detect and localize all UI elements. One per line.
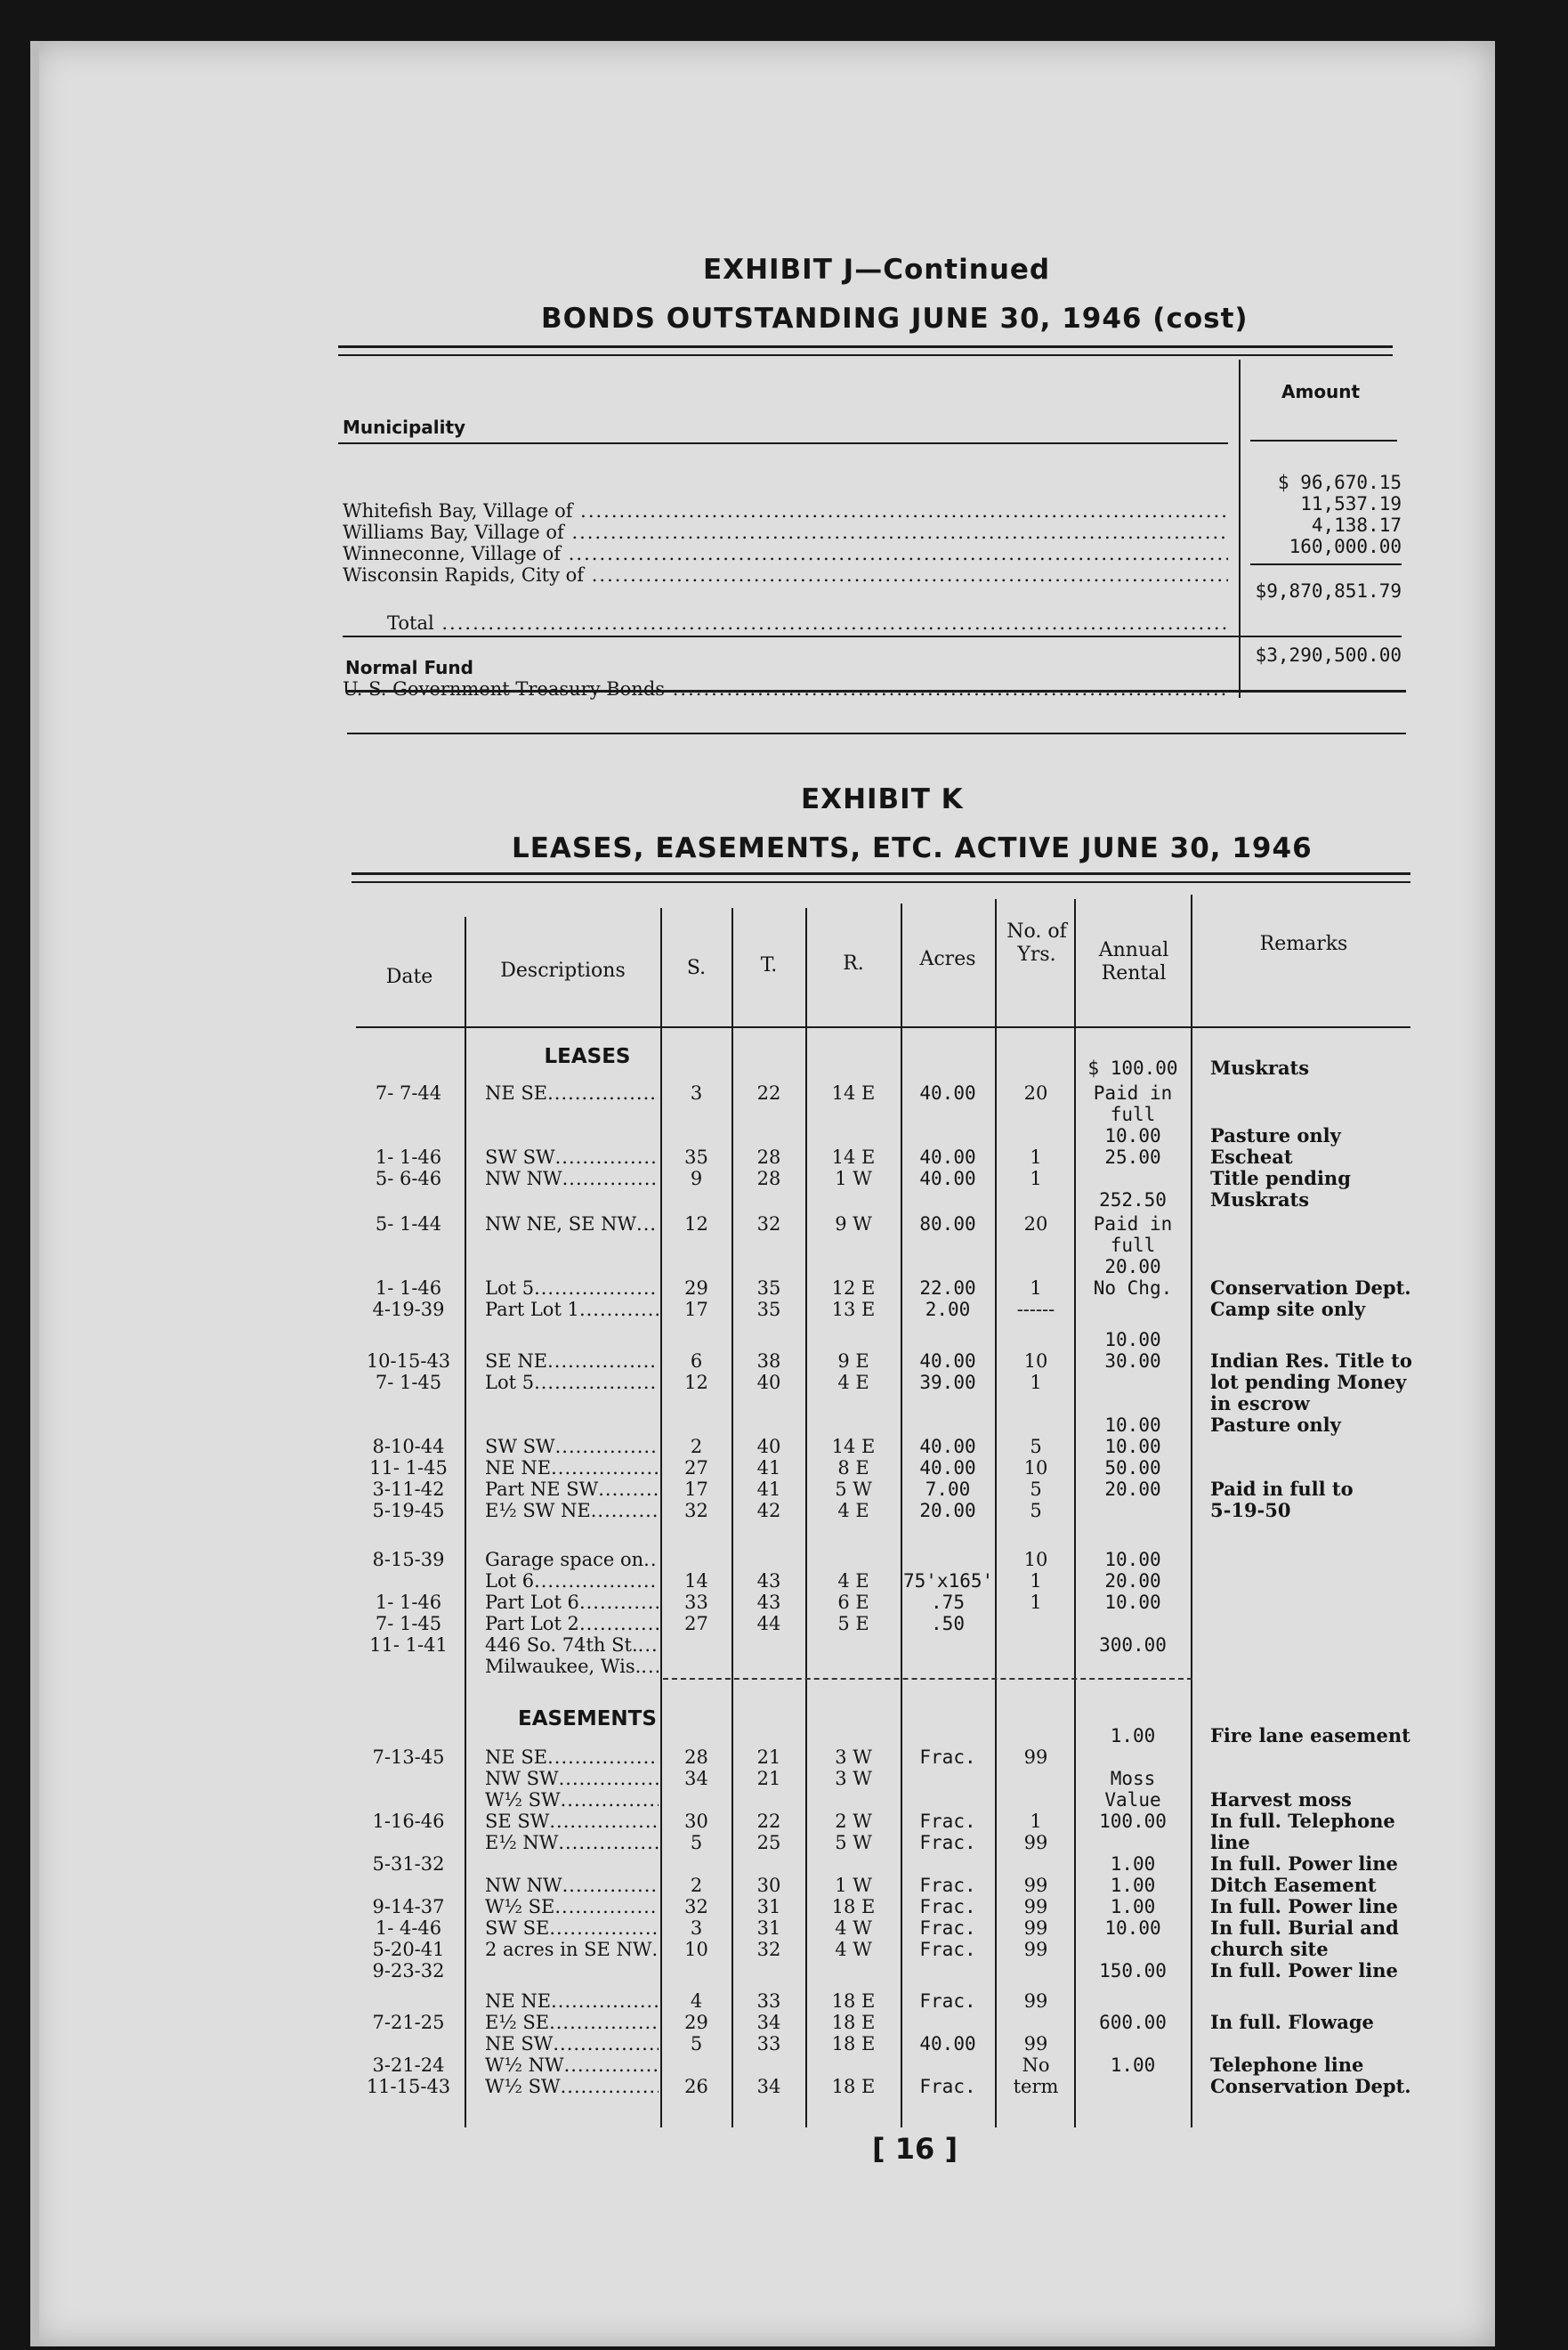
cell-s: 2 (690, 1875, 703, 1896)
cell-r: 9 E (837, 1350, 869, 1372)
cell-s: 32 (684, 1500, 708, 1521)
cell-desc: Lot 5 ..... (485, 1372, 659, 1393)
cell-s: 32 (684, 1896, 708, 1917)
bond-row-amount: 4,138.17 (1311, 515, 1402, 536)
header-acres: Acres (919, 948, 976, 970)
cell-yrs: 99 (1023, 1875, 1048, 1896)
cell-desc: Part NE SW ..... (485, 1479, 659, 1500)
cell-r: 4 W (835, 1917, 872, 1939)
treasury-bonds-label: U. S. Government Treasury Bonds ..... (343, 678, 1228, 700)
bonds-top-rule-1 (338, 345, 1393, 348)
cell-r: 14 E (831, 1436, 876, 1457)
treasury-bonds-amount: $3,290,500.00 (1255, 644, 1402, 666)
bonds-total-label: Total ..... (387, 612, 1228, 634)
cell-r: 3 W (835, 1746, 872, 1768)
cell-rental: full (1110, 1235, 1156, 1256)
cell-yrs: 99 (1023, 1832, 1048, 1853)
cell-t: 34 (756, 2076, 781, 2097)
cell-s: 4 (690, 1990, 703, 2012)
bond-row-name: Williams Bay, Village of ..... (343, 522, 1228, 543)
cell-r: 4 E (837, 1500, 869, 1521)
cell-remark: line (1210, 1831, 1250, 1853)
header-rental: Annual Rental (1098, 939, 1169, 985)
cell-desc: Part Lot 6 ..... (485, 1592, 659, 1613)
cell-acres: Frac. (919, 2076, 976, 2097)
cell-s: 10 (684, 1939, 708, 1960)
cell-yrs: 1 (1030, 1372, 1042, 1393)
bond-row-amount: $ 96,670.15 (1277, 472, 1402, 493)
cell-desc: SE NE ..... (485, 1350, 659, 1372)
cell-rental: Paid in (1093, 1213, 1173, 1235)
cell-acres: 80.00 (919, 1213, 976, 1235)
cell-desc: SW SE ..... (485, 1917, 659, 1939)
cell-rental: 10.00 (1104, 1414, 1161, 1436)
cell-acres: Frac. (919, 1990, 976, 2012)
cell-date: 7-13-45 (372, 1746, 445, 1768)
cell-rental: 1.00 (1110, 1875, 1156, 1896)
cell-s: 27 (684, 1457, 708, 1479)
cell-acres: 40.00 (919, 1147, 976, 1168)
bonds-top-rule-2 (338, 354, 1393, 356)
cell-yrs: term (1013, 2076, 1059, 2097)
cell-remark: Muskrats (1210, 1188, 1310, 1211)
cell-remark: Telephone line (1210, 2054, 1364, 2076)
bond-row-name: Whitefish Bay, Village of ..... (343, 500, 1228, 522)
cell-t: 34 (756, 2012, 781, 2033)
cell-acres: Frac. (919, 1811, 976, 1832)
cell-rental: 10.00 (1104, 1592, 1161, 1613)
cell-yrs: 10 (1023, 1350, 1048, 1372)
cell-yrs: 1 (1030, 1168, 1042, 1189)
cell-desc: W½ NW ..... (485, 2054, 659, 2076)
cell-rental: 600.00 (1099, 2012, 1167, 2033)
cell-s: 9 (690, 1168, 703, 1189)
cell-date: 5- 1-44 (375, 1213, 442, 1235)
cell-r: 4 E (837, 1372, 869, 1393)
header-descriptions: Descriptions (500, 960, 626, 982)
cell-acres: 20.00 (919, 1500, 976, 1521)
cell-t: 40 (756, 1372, 781, 1393)
col-divider (465, 917, 466, 2127)
cell-date: 7- 1-45 (375, 1372, 442, 1393)
cell-date: 1- 4-46 (375, 1917, 442, 1939)
cell-date: 3-11-42 (372, 1479, 445, 1500)
cell-desc: W½ SE ..... (485, 1896, 659, 1917)
cell-yrs: 99 (1023, 1917, 1048, 1939)
cell-s: 29 (684, 2012, 708, 2033)
bonds-subtotal-rule (1250, 563, 1402, 565)
cell-rental: 252.50 (1099, 1189, 1167, 1211)
cell-s: 5 (690, 2033, 703, 2054)
cell-r: 5 W (835, 1479, 872, 1500)
col-divider (1074, 899, 1076, 2127)
leases-end-dashed-rule (663, 1678, 1192, 1680)
cell-rental: Moss (1110, 1768, 1156, 1789)
cell-r: 18 E (831, 1990, 876, 2012)
cell-acres: 2.00 (925, 1299, 971, 1320)
cell-desc: SW SW ..... (485, 1436, 659, 1457)
cell-date: 11-15-43 (366, 2076, 451, 2097)
cell-rental: full (1110, 1104, 1156, 1125)
cell-rental: 10.00 (1104, 1125, 1161, 1147)
cell-r: 9 W (835, 1213, 872, 1235)
cell-date: 9-14-37 (372, 1896, 445, 1917)
cell-s: 28 (684, 1746, 708, 1768)
cell-desc: E½ SE ..... (485, 2012, 659, 2033)
cell-acres: Frac. (919, 1746, 976, 1768)
cell-t: 31 (756, 1896, 781, 1917)
col-divider (1191, 895, 1192, 2127)
cell-t: 35 (756, 1277, 781, 1299)
cell-remark: In full. Power line (1210, 1959, 1398, 1981)
cell-desc: NE SW ..... (485, 2033, 659, 2054)
cell-desc: Milwaukee, Wis. ..... (485, 1656, 659, 1677)
cell-yrs: 5 (1030, 1500, 1042, 1521)
cell-remark: Paid in full to (1210, 1478, 1354, 1500)
leases-header-rule (356, 1026, 1410, 1028)
cell-rental: 10.00 (1104, 1549, 1161, 1570)
cell-date: 1- 1-46 (375, 1592, 442, 1613)
cell-yrs: 1 (1030, 1592, 1042, 1613)
bond-row-amount: 11,537.19 (1300, 493, 1402, 515)
cell-s: 2 (690, 1436, 703, 1457)
cell-date: 4-19-39 (372, 1299, 445, 1320)
cell-t: 22 (756, 1082, 781, 1104)
cell-r: 18 E (831, 2033, 876, 2054)
cell-t: 31 (756, 1917, 781, 1939)
cell-rental: 20.00 (1104, 1479, 1161, 1500)
leases-top-rule-1 (352, 872, 1410, 875)
cell-remark: church site (1210, 1938, 1329, 1960)
exhibit-k-title: EXHIBIT K (801, 783, 964, 815)
bonds-total-amount: $9,870,851.79 (1255, 580, 1402, 602)
cell-rental: 300.00 (1099, 1634, 1167, 1656)
cell-rental: $ 100.00 (1087, 1058, 1178, 1079)
cell-rental: 10.00 (1104, 1436, 1161, 1457)
cell-desc: NW NW ..... (485, 1875, 659, 1896)
cell-remark: Camp site only (1210, 1298, 1366, 1320)
cell-acres: Frac. (919, 1875, 976, 1896)
cell-remark: 5-19-50 (1210, 1499, 1291, 1521)
cell-desc: E½ SW NE ..... (485, 1500, 659, 1521)
cell-yrs: No (1022, 2054, 1050, 2076)
cell-desc: NE NE ..... (485, 1457, 659, 1479)
leases-section-label: LEASES (544, 1045, 631, 1068)
cell-desc: W½ SW ..... (485, 1789, 659, 1811)
cell-acres: Frac. (919, 1917, 976, 1939)
cell-date: 8-15-39 (372, 1549, 445, 1570)
cell-r: 13 E (831, 1299, 876, 1320)
cell-remark: Conservation Dept. (1210, 1276, 1411, 1299)
bond-row-amount: 160,000.00 (1289, 536, 1402, 557)
cell-desc: NE SE ..... (485, 1746, 659, 1768)
cell-desc: NW NW ..... (485, 1168, 659, 1189)
cell-acres: 22.00 (919, 1277, 976, 1299)
cell-remark: Harvest moss (1210, 1788, 1352, 1811)
bonds-total-rule (343, 636, 1402, 637)
bonds-bottom-rule (347, 690, 1406, 693)
cell-yrs: 5 (1030, 1436, 1042, 1457)
cell-yrs: ------ (1016, 1299, 1055, 1320)
cell-t: 25 (756, 1832, 781, 1853)
cell-rental: 50.00 (1104, 1457, 1161, 1479)
cell-yrs: 10 (1023, 1457, 1048, 1479)
cell-acres: 75'x165' (903, 1570, 994, 1592)
cell-r: 18 E (831, 2012, 876, 2033)
cell-acres: 40.00 (919, 1350, 976, 1372)
header-years: No. of Yrs. (1006, 920, 1067, 966)
bonds-end-rule (347, 733, 1406, 734)
cell-date: 1-16-46 (372, 1811, 445, 1832)
cell-yrs: 1 (1030, 1811, 1042, 1832)
cell-s: 27 (684, 1613, 708, 1634)
cell-r: 1 W (835, 1168, 872, 1189)
cell-date: 9-23-32 (372, 1960, 445, 1981)
cell-remark: Pasture only (1210, 1124, 1341, 1147)
cell-acres: 40.00 (919, 1168, 976, 1189)
cell-remark: Fire lane easement (1210, 1724, 1410, 1746)
bond-row-name: Winneconne, Village of ..... (343, 543, 1228, 564)
cell-desc: 446 So. 74th St. ..... (485, 1634, 659, 1656)
cell-rental: 1.00 (1110, 1725, 1156, 1746)
cell-rental: 30.00 (1104, 1350, 1161, 1372)
bond-row-name: Wisconsin Rapids, City of ..... (343, 564, 1228, 586)
normal-fund-label: Normal Fund (345, 657, 473, 678)
cell-desc: NW NE, SE NW ..... (485, 1213, 659, 1235)
cell-yrs: 20 (1023, 1082, 1048, 1104)
cell-s: 14 (684, 1570, 708, 1592)
cell-acres: Frac. (919, 1896, 976, 1917)
cell-r: 12 E (831, 1277, 876, 1299)
cell-remark: Muskrats (1210, 1057, 1310, 1079)
cell-acres: 39.00 (919, 1372, 976, 1393)
cell-date: 11- 1-45 (369, 1457, 448, 1479)
col-divider (805, 908, 807, 2127)
header-township: T. (760, 954, 778, 976)
cell-r: 18 E (831, 2076, 876, 2097)
cell-rental: 150.00 (1099, 1960, 1167, 1981)
exhibit-j-subtitle: BONDS OUTSTANDING JUNE 30, 1946 (cost) (541, 303, 1249, 335)
cell-s: 35 (684, 1147, 708, 1168)
cell-date: 5-31-32 (372, 1853, 445, 1875)
cell-remark: Title pending (1210, 1167, 1351, 1189)
bonds-amount-header-rule (1250, 440, 1397, 442)
cell-yrs: 99 (1023, 2033, 1048, 2054)
cell-r: 2 W (835, 1811, 872, 1832)
cell-s: 17 (684, 1479, 708, 1500)
cell-rental: 20.00 (1104, 1256, 1161, 1277)
cell-t: 44 (756, 1613, 781, 1634)
cell-remark: in escrow (1210, 1392, 1310, 1414)
cell-rental: 1.00 (1110, 1896, 1156, 1917)
cell-t: 35 (756, 1299, 781, 1320)
bonds-amount-divider (1239, 360, 1241, 698)
cell-desc: NE SE ..... (485, 1082, 659, 1104)
cell-yrs: 99 (1023, 1896, 1048, 1917)
cell-remark: In full. Telephone (1210, 1810, 1395, 1832)
cell-rental: 20.00 (1104, 1570, 1161, 1592)
cell-yrs: 5 (1030, 1479, 1042, 1500)
col-divider (995, 899, 997, 2127)
cell-remark: lot pending Money (1210, 1371, 1407, 1393)
cell-desc: Part Lot 1 ..... (485, 1299, 659, 1320)
cell-t: 21 (756, 1768, 781, 1789)
cell-desc: Lot 5 ..... (485, 1277, 659, 1299)
cell-remark: Ditch Easement (1210, 1874, 1377, 1896)
cell-yrs: 99 (1023, 1990, 1048, 2012)
cell-r: 4 W (835, 1939, 872, 1960)
cell-t: 30 (756, 1875, 781, 1896)
cell-s: 33 (684, 1592, 708, 1613)
cell-desc: SE SW ..... (485, 1811, 659, 1832)
cell-t: 33 (756, 1990, 781, 2012)
cell-yrs: 1 (1030, 1277, 1042, 1299)
cell-t: 43 (756, 1592, 781, 1613)
cell-t: 41 (756, 1479, 781, 1500)
cell-s: 5 (690, 1832, 703, 1853)
cell-rental: 100.00 (1099, 1811, 1167, 1832)
cell-remark: In full. Power line (1210, 1895, 1398, 1917)
cell-r: 18 E (831, 1896, 876, 1917)
cell-t: 22 (756, 1811, 781, 1832)
cell-s: 17 (684, 1299, 708, 1320)
col-divider (731, 908, 733, 2127)
cell-desc: Part Lot 2 ..... (485, 1613, 659, 1634)
cell-date: 8-10-44 (372, 1436, 445, 1457)
header-date: Date (385, 966, 433, 988)
cell-acres: .50 (931, 1613, 965, 1634)
cell-t: 21 (756, 1746, 781, 1768)
cell-acres: Frac. (919, 1832, 976, 1853)
cell-r: 5 W (835, 1832, 872, 1853)
cell-r: 6 E (837, 1592, 869, 1613)
cell-r: 4 E (837, 1570, 869, 1592)
cell-s: 29 (684, 1277, 708, 1299)
cell-yrs: 10 (1023, 1549, 1048, 1570)
exhibit-j-title: EXHIBIT J—Continued (703, 254, 1051, 286)
cell-remark: Escheat (1210, 1146, 1293, 1168)
cell-date: 5- 6-46 (375, 1168, 442, 1189)
cell-s: 3 (690, 1917, 703, 1939)
cell-t: 43 (756, 1570, 781, 1592)
cell-rental: Paid in (1093, 1082, 1173, 1104)
cell-s: 12 (684, 1372, 708, 1393)
cell-desc: Lot 6 ..... (485, 1570, 659, 1592)
cell-rental: No Chg. (1093, 1277, 1173, 1299)
cell-date: 5-20-41 (372, 1939, 445, 1960)
cell-date: 5-19-45 (372, 1500, 445, 1521)
cell-remark: In full. Burial and (1210, 1916, 1399, 1939)
cell-yrs: 99 (1023, 1939, 1048, 1960)
cell-date: 11- 1-41 (369, 1634, 448, 1656)
cell-rental: 10.00 (1104, 1329, 1161, 1350)
cell-s: 26 (684, 2076, 708, 2097)
cell-r: 8 E (837, 1457, 869, 1479)
cell-s: 12 (684, 1213, 708, 1235)
header-section: S. (686, 957, 707, 979)
header-remarks: Remarks (1259, 933, 1348, 955)
cell-acres: .75 (931, 1592, 965, 1613)
cell-acres: 7.00 (925, 1479, 971, 1500)
cell-s: 3 (690, 1082, 703, 1104)
cell-yrs: 1 (1030, 1147, 1042, 1168)
cell-date: 7- 7-44 (375, 1082, 442, 1104)
cell-acres: Frac. (919, 1939, 976, 1960)
cell-t: 40 (756, 1436, 781, 1457)
cell-acres: 40.00 (919, 1457, 976, 1479)
cell-s: 30 (684, 1811, 708, 1832)
cell-t: 38 (756, 1350, 781, 1372)
cell-date: 1- 1-46 (375, 1277, 442, 1299)
cell-t: 28 (756, 1147, 781, 1168)
cell-date: 1- 1-46 (375, 1147, 442, 1168)
col-amount: Amount (1281, 381, 1361, 402)
cell-remark: Indian Res. Title to (1210, 1349, 1412, 1372)
cell-r: 5 E (837, 1613, 869, 1634)
cell-acres: 40.00 (919, 1436, 976, 1457)
col-municipality: Municipality (343, 417, 466, 438)
page-number: [ 16 ] (872, 2132, 958, 2166)
cell-remark: In full. Flowage (1210, 2011, 1374, 2033)
cell-r: 14 E (831, 1082, 876, 1104)
cell-rental: 1.00 (1110, 1853, 1156, 1875)
header-range: R. (843, 952, 864, 975)
cell-t: 41 (756, 1457, 781, 1479)
cell-desc: NW SW ..... (485, 1768, 659, 1789)
leases-top-rule-2 (352, 881, 1410, 883)
easements-section-label: EASEMENTS (518, 1707, 657, 1730)
col-divider (660, 908, 662, 2127)
cell-yrs: 1 (1030, 1570, 1042, 1592)
cell-yrs: 99 (1023, 1746, 1048, 1768)
cell-r: 1 W (835, 1875, 872, 1896)
cell-desc: NE NE ..... (485, 1990, 659, 2012)
cell-acres: 40.00 (919, 2033, 976, 2054)
cell-desc: 2 acres in SE NW ..... (485, 1939, 659, 1960)
cell-s: 34 (684, 1768, 708, 1789)
bonds-header-rule (338, 442, 1228, 444)
cell-date: 7-21-25 (372, 2012, 445, 2033)
cell-rental: 25.00 (1104, 1147, 1161, 1168)
cell-desc: E½ NW ..... (485, 1832, 659, 1853)
cell-desc: Garage space on ..... (485, 1549, 659, 1570)
col-divider (901, 904, 902, 2127)
cell-desc: SW SW ..... (485, 1147, 659, 1168)
cell-remark: In full. Power line (1210, 1852, 1398, 1875)
cell-t: 33 (756, 2033, 781, 2054)
cell-r: 14 E (831, 1147, 876, 1168)
cell-date: 3-21-24 (372, 2054, 445, 2076)
cell-r: 3 W (835, 1768, 872, 1789)
cell-acres: 40.00 (919, 1082, 976, 1104)
cell-rental: 1.00 (1110, 2054, 1156, 2076)
cell-date: 10-15-43 (366, 1350, 451, 1372)
cell-yrs: 20 (1023, 1213, 1048, 1235)
exhibit-k-subtitle: LEASES, EASEMENTS, ETC. ACTIVE JUNE 30, 1946 (512, 832, 1313, 864)
cell-remark: Pasture only (1210, 1414, 1341, 1436)
cell-t: 32 (756, 1213, 781, 1235)
cell-rental: Value (1104, 1789, 1161, 1811)
cell-t: 42 (756, 1500, 781, 1521)
cell-t: 28 (756, 1168, 781, 1189)
cell-date: 7- 1-45 (375, 1613, 442, 1634)
cell-t: 32 (756, 1939, 781, 1960)
cell-s: 6 (690, 1350, 703, 1372)
cell-desc: W½ SW ..... (485, 2076, 659, 2097)
cell-remark: Conservation Dept. (1210, 2075, 1411, 2097)
cell-rental: 10.00 (1104, 1917, 1161, 1939)
